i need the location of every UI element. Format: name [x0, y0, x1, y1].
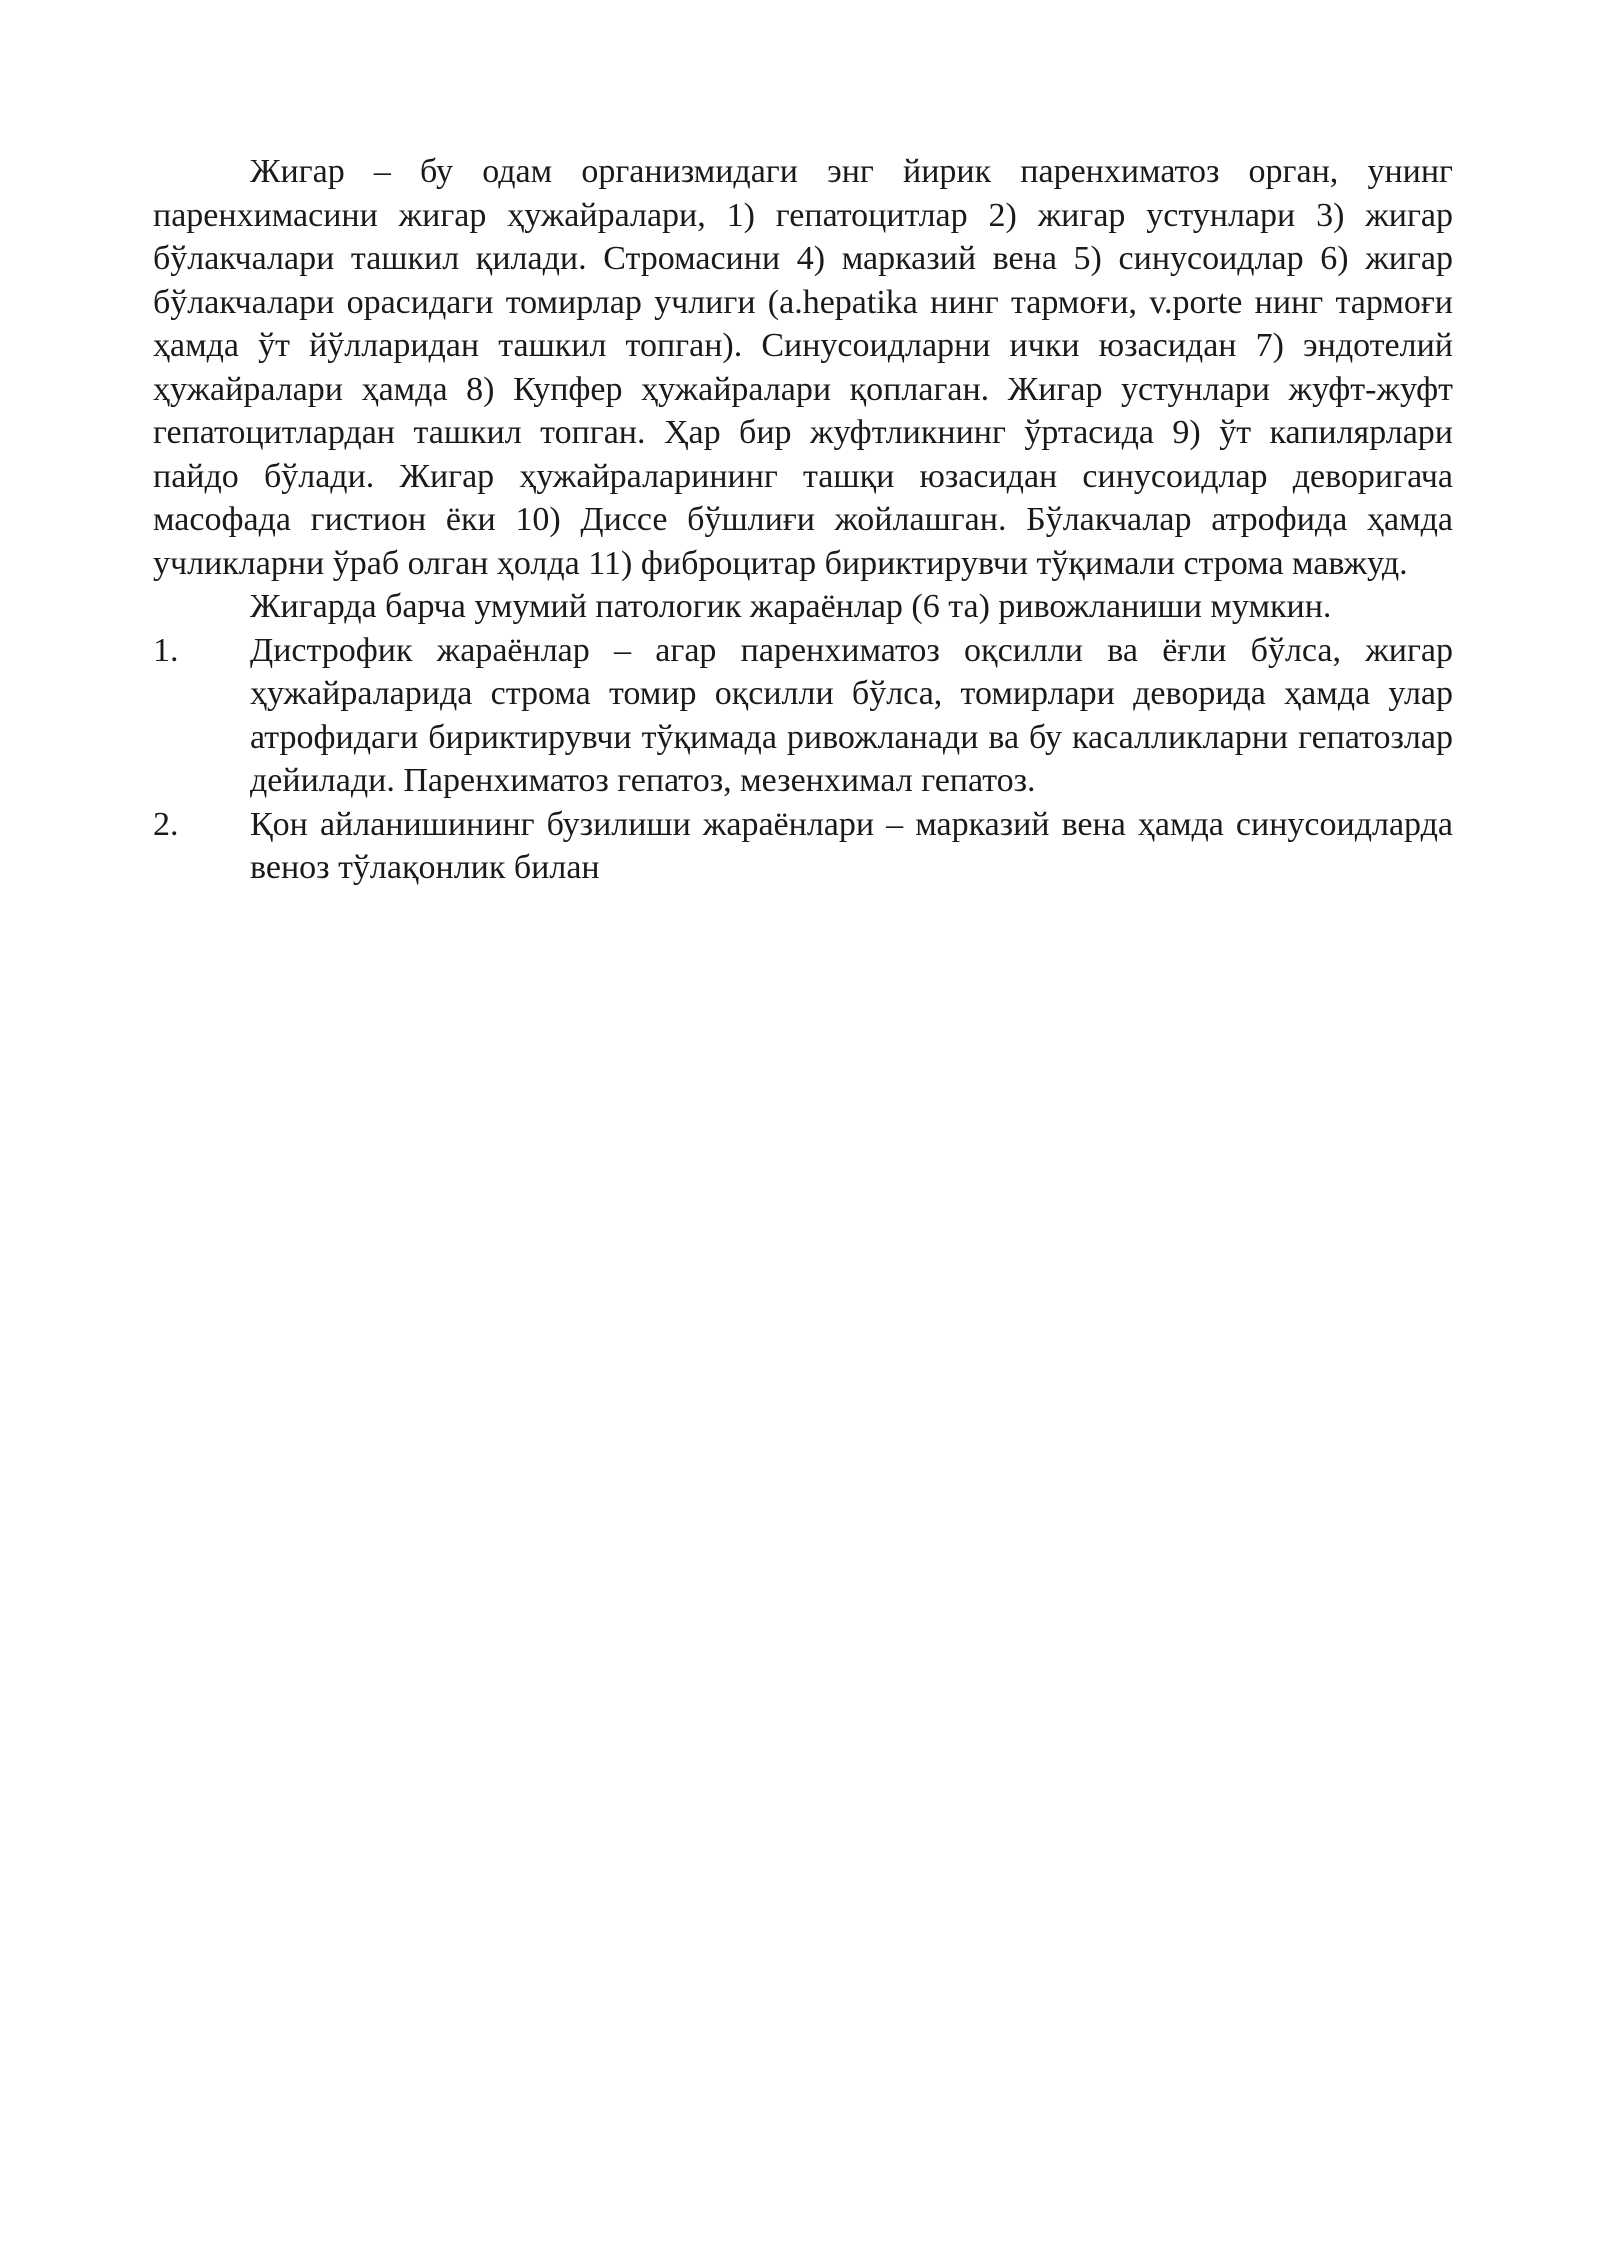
- list-item-text: Қон айланишининг бузилиши жараёнлари – марказий вена ҳамда синусоидларда веноз тўлақонлик билан: [250, 805, 1453, 886]
- list-item-number: 1.: [153, 631, 179, 669]
- numbered-list: [153, 629, 1453, 890]
- list-item: [153, 629, 1453, 803]
- paragraph-liver-structure: Жигар – бу одам организмидаги энг йирик паренхиматоз орган, унинг паренхимасини жигар ҳужайралари, 1) гепатоцитлар 2) жигар устунлари 3) жигар бўлакчалари ташкил қилади. Стромасини 4) марказий вена 5) синусоидлар 6) жигар бўлакчалари орасидаги томирлар учлиги (a.hepatika нинг тармоғи, v.porte нинг тармоғи ҳамда ўт йўлларидан ташкил топган). Синусоидларни ички юзасидан 7) эндотелий ҳужайралари ҳамда 8) Купфер ҳужайралари қоплаган. Жигар устунлари жуфт-жуфт гепатоцитлардан ташкил топган. Ҳар бир жуфтликнинг ўртасида 9) ўт капилярлари пайдо бўлади. Жигар ҳужайраларининг ташқи юзасидан синусоидлар деворигача масофада гистион ёки 10) Диссе бўшлиғи жойлашган. Бўлакчалар атрофида ҳамда учликларни ўраб олган ҳолда 11) фиброцитар бириктирувчи тўқимали строма мавжуд.: [153, 153, 1453, 582]
- list-item-number: 2.: [153, 805, 179, 843]
- document-page: [153, 150, 1453, 890]
- list-item-text: Дистрофик жараёнлар – агар паренхиматоз оқсилли ва ёғли бўлса, жигар ҳужайраларида строма томир оқсилли бўлса, томирлари деворида ҳамда улар атрофидаги бириктирувчи тўқимада ривожланади ва бу касалликларни гепатозлар дейилади. Паренхиматоз гепатоз, мезенхимал гепатоз.: [250, 631, 1453, 799]
- list-item: [153, 803, 1453, 890]
- paragraph-pathology-intro: Жигарда барча умумий патологик жараёнлар (6 та) ривожланиши мумкин.: [250, 588, 1332, 625]
